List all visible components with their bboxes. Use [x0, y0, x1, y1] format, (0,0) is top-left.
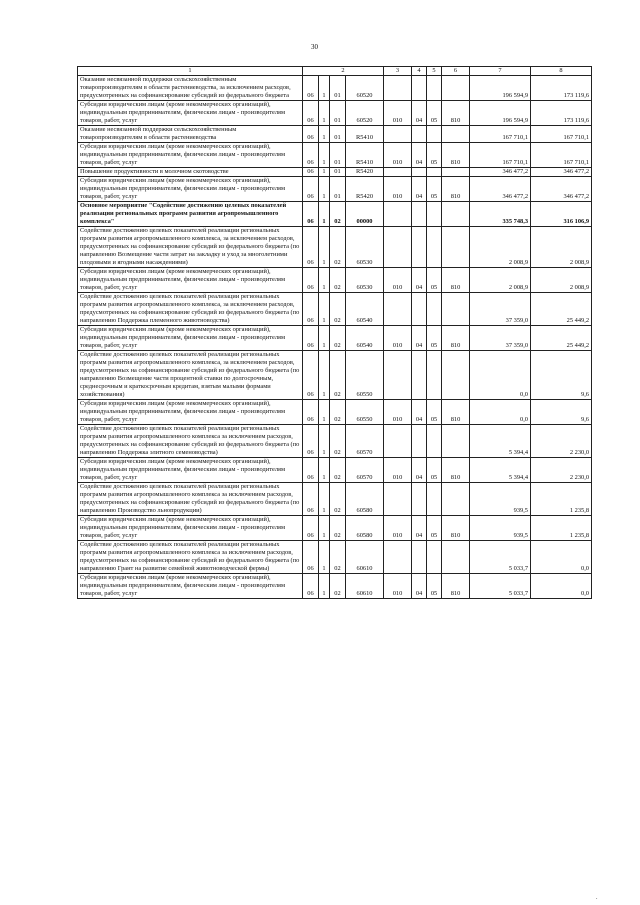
amount-year-2: 2 230,0 [531, 458, 592, 483]
amount-year-1: 0,0 [470, 351, 531, 400]
table-row [78, 541, 592, 574]
code-subsection [427, 541, 442, 574]
table-row [78, 76, 592, 101]
code-section: 04 [412, 101, 427, 126]
code-subsection [427, 76, 442, 101]
code-expense-type [442, 293, 470, 326]
code-section [412, 293, 427, 326]
code-program: 06 [303, 76, 319, 101]
code-direction: 60520 [346, 101, 384, 126]
code-section [412, 202, 427, 227]
amount-year-2: 2 230,0 [531, 425, 592, 458]
amount-year-1: 346 477,2 [470, 168, 531, 177]
code-event: 02 [330, 268, 346, 293]
amount-year-1: 37 359,0 [470, 326, 531, 351]
code-event: 01 [330, 76, 346, 101]
code-section [412, 483, 427, 516]
code-expense-type: 810 [442, 143, 470, 168]
row-description: Содействие достижению целевых показателей реализации региональных программ развития агропромышленного комплекса, за исключением расходов, предусмотренных на софинансирование субсидий из федерального бюджета (по направлению Возмещение части процентной ставки по долгосрочным, среднесрочным и краткосрочным кредитам, взятым малыми формами хозяйствования) [78, 351, 303, 400]
code-subprogram: 1 [319, 574, 330, 599]
code-subprogram: 1 [319, 483, 330, 516]
code-program: 06 [303, 425, 319, 458]
row-description: Субсидии юридическим лицам (кроме некоммерческих организаций), индивидуальным предпринимателям, физическим лицам - производителям товаров, работ, услуг [78, 143, 303, 168]
amount-year-2: 9,6 [531, 400, 592, 425]
row-description: Субсидии юридическим лицам (кроме некоммерческих организаций), индивидуальным предпринимателям, физическим лицам - производителям товаров, работ, услуг [78, 574, 303, 599]
code-direction: 60550 [346, 351, 384, 400]
code-section: 04 [412, 516, 427, 541]
code-event: 02 [330, 326, 346, 351]
code-department: 010 [384, 516, 412, 541]
amount-year-2: 9,6 [531, 351, 592, 400]
code-subsection [427, 126, 442, 143]
code-subprogram: 1 [319, 516, 330, 541]
code-direction: 60520 [346, 76, 384, 101]
code-department: 010 [384, 458, 412, 483]
amount-year-2: 346 477,2 [531, 177, 592, 202]
code-direction: 60580 [346, 516, 384, 541]
row-description: Субсидии юридическим лицам (кроме некоммерческих организаций), индивидуальным предпринимателям, физическим лицам - производителям товаров, работ, услуг [78, 177, 303, 202]
code-department [384, 202, 412, 227]
code-program: 06 [303, 483, 319, 516]
code-program: 06 [303, 541, 319, 574]
code-section [412, 227, 427, 268]
code-direction: 60610 [346, 574, 384, 599]
amount-year-1: 2 008,9 [470, 227, 531, 268]
code-program: 06 [303, 326, 319, 351]
amount-year-2: 0,0 [531, 574, 592, 599]
amount-year-2: 2 008,9 [531, 227, 592, 268]
code-department [384, 351, 412, 400]
code-subprogram: 1 [319, 101, 330, 126]
code-event: 02 [330, 458, 346, 483]
code-subsection [427, 425, 442, 458]
header-col-6: 6 [442, 67, 470, 76]
table-row [78, 101, 592, 126]
header-col-5: 5 [427, 67, 442, 76]
code-subprogram: 1 [319, 76, 330, 101]
budget-table [77, 66, 592, 599]
code-department [384, 541, 412, 574]
table-row [78, 293, 592, 326]
code-event: 02 [330, 202, 346, 227]
code-expense-type [442, 126, 470, 143]
code-direction: 60580 [346, 483, 384, 516]
table-row [78, 574, 592, 599]
code-direction: 00000 [346, 202, 384, 227]
row-description: Субсидии юридическим лицам (кроме некоммерческих организаций), индивидуальным предпринимателям, физическим лицам - производителям товаров, работ, услуг [78, 101, 303, 126]
table-row [78, 202, 592, 227]
amount-year-1: 335 748,3 [470, 202, 531, 227]
code-event: 02 [330, 227, 346, 268]
code-subprogram: 1 [319, 400, 330, 425]
table-row [78, 126, 592, 143]
amount-year-1: 2 008,9 [470, 268, 531, 293]
amount-year-1: 167 710,1 [470, 126, 531, 143]
amount-year-2: 173 119,6 [531, 101, 592, 126]
code-subsection [427, 168, 442, 177]
code-subsection [427, 293, 442, 326]
code-event: 01 [330, 177, 346, 202]
code-expense-type: 810 [442, 574, 470, 599]
row-description: Оказание несвязанной поддержки сельскохозяйственным товаропроизводителям в области растениеводства, за исключением расходов, предусмотренных на софинансирование субсидий из федерального бюджета [78, 76, 303, 101]
code-direction: 60530 [346, 268, 384, 293]
row-description: Содействие достижению целевых показателей реализации региональных программ развития агропромышленного комплекса, за исключением расходов, предусмотренных на софинансирование субсидий из федерального бюджета (по направлению Возмещение части затрат на закладку и уход за многолетними плодовыми и ягодными насаждениями) [78, 227, 303, 268]
code-expense-type: 810 [442, 326, 470, 351]
table-row [78, 177, 592, 202]
code-program: 06 [303, 202, 319, 227]
table-row [78, 168, 592, 177]
header-col-7: 7 [470, 67, 531, 76]
code-department [384, 483, 412, 516]
code-subsection: 05 [427, 458, 442, 483]
budget-table-body [78, 67, 592, 599]
code-program: 06 [303, 268, 319, 293]
code-department [384, 76, 412, 101]
code-department [384, 227, 412, 268]
code-direction: R5420 [346, 168, 384, 177]
code-section [412, 541, 427, 574]
code-direction: R5410 [346, 143, 384, 168]
code-subsection: 05 [427, 400, 442, 425]
table-row [78, 326, 592, 351]
table-header-row [78, 67, 592, 76]
table-row [78, 458, 592, 483]
code-section [412, 126, 427, 143]
row-description: Оказание несвязанной поддержки сельскохозяйственным товаропроизводителям в области растениеводства [78, 126, 303, 143]
code-expense-type [442, 541, 470, 574]
amount-year-1: 939,5 [470, 483, 531, 516]
code-event: 02 [330, 425, 346, 458]
code-event: 01 [330, 143, 346, 168]
code-expense-type: 810 [442, 101, 470, 126]
code-program: 06 [303, 400, 319, 425]
code-expense-type [442, 483, 470, 516]
amount-year-2: 1 235,8 [531, 483, 592, 516]
amount-year-2: 167 710,1 [531, 143, 592, 168]
code-department: 010 [384, 101, 412, 126]
code-subsection [427, 351, 442, 400]
code-section: 04 [412, 326, 427, 351]
code-program: 06 [303, 177, 319, 202]
amount-year-1: 5 394,4 [470, 458, 531, 483]
row-description: Основное мероприятие "Содействие достижению целевых показателей реализации региональных программ развития агропромышленного комплекса" [78, 202, 303, 227]
code-subsection [427, 483, 442, 516]
amount-year-1: 5 033,7 [470, 541, 531, 574]
code-subprogram: 1 [319, 143, 330, 168]
code-subprogram: 1 [319, 326, 330, 351]
header-col-2: 2 [303, 67, 384, 76]
code-event: 01 [330, 168, 346, 177]
row-description: Субсидии юридическим лицам (кроме некоммерческих организаций), индивидуальным предпринимателям, физическим лицам - производителям товаров, работ, услуг [78, 516, 303, 541]
code-subsection [427, 202, 442, 227]
amount-year-2: 2 008,9 [531, 268, 592, 293]
header-col-8: 8 [531, 67, 592, 76]
code-section: 04 [412, 177, 427, 202]
row-description: Содействие достижению целевых показателей реализации региональных программ развития агропромышленного комплекса за исключением расходов, предусмотренных на софинансирование субсидий из федерального бюджета (по направлению Производство льнопродукции) [78, 483, 303, 516]
code-department [384, 425, 412, 458]
code-department: 010 [384, 143, 412, 168]
code-department: 010 [384, 177, 412, 202]
header-col-4: 4 [412, 67, 427, 76]
amount-year-1: 939,5 [470, 516, 531, 541]
amount-year-1: 167 710,1 [470, 143, 531, 168]
code-section: 04 [412, 268, 427, 293]
code-subprogram: 1 [319, 458, 330, 483]
row-description: Субсидии юридическим лицам (кроме некоммерческих организаций), индивидуальным предпринимателям, физическим лицам - производителям товаров, работ, услуг [78, 400, 303, 425]
code-subsection: 05 [427, 101, 442, 126]
code-expense-type: 810 [442, 516, 470, 541]
amount-year-2: 0,0 [531, 541, 592, 574]
row-description: Субсидии юридическим лицам (кроме некоммерческих организаций), индивидуальным предпринимателям, физическим лицам - производителям товаров, работ, услуг [78, 326, 303, 351]
code-section [412, 425, 427, 458]
code-section: 04 [412, 400, 427, 425]
code-subprogram: 1 [319, 177, 330, 202]
code-subprogram: 1 [319, 268, 330, 293]
amount-year-1: 196 594,9 [470, 76, 531, 101]
code-event: 02 [330, 483, 346, 516]
amount-year-2: 346 477,2 [531, 168, 592, 177]
code-subsection: 05 [427, 143, 442, 168]
code-expense-type: 810 [442, 400, 470, 425]
page-number: 30 [311, 43, 318, 51]
code-subprogram: 1 [319, 351, 330, 400]
code-event: 02 [330, 351, 346, 400]
code-expense-type: 810 [442, 458, 470, 483]
row-description: Содействие достижению целевых показателей реализации региональных программ развития агропромышленного комплекса, за исключением расходов, предусмотренных на софинансирование субсидий из федерального бюджета (по направлению Поддержка племенного животноводства) [78, 293, 303, 326]
code-subprogram: 1 [319, 202, 330, 227]
amount-year-2: 173 119,6 [531, 76, 592, 101]
code-section: 04 [412, 143, 427, 168]
code-section [412, 168, 427, 177]
code-program: 06 [303, 458, 319, 483]
code-event: 01 [330, 101, 346, 126]
code-subsection: 05 [427, 326, 442, 351]
code-expense-type: 810 [442, 268, 470, 293]
code-subprogram: 1 [319, 293, 330, 326]
code-subsection: 05 [427, 574, 442, 599]
amount-year-1: 5 394,4 [470, 425, 531, 458]
code-subprogram: 1 [319, 425, 330, 458]
amount-year-1: 0,0 [470, 400, 531, 425]
code-direction: 60530 [346, 227, 384, 268]
code-department: 010 [384, 574, 412, 599]
row-description: Содействие достижению целевых показателей реализации региональных программ развития агропромышленного комплекса за исключением расходов, предусмотренных на софинансирование субсидий из федерального бюджета (по направлению Поддержка элитного семеноводства) [78, 425, 303, 458]
amount-year-1: 346 477,2 [470, 177, 531, 202]
code-event: 02 [330, 541, 346, 574]
code-subsection: 05 [427, 516, 442, 541]
code-direction: R5410 [346, 126, 384, 143]
row-description: Субсидии юридическим лицам (кроме некоммерческих организаций), индивидуальным предпринимателям, физическим лицам - производителям товаров, работ, услуг [78, 458, 303, 483]
code-program: 06 [303, 293, 319, 326]
code-direction: 60570 [346, 458, 384, 483]
code-program: 06 [303, 126, 319, 143]
code-expense-type: 810 [442, 177, 470, 202]
code-expense-type [442, 227, 470, 268]
code-section [412, 76, 427, 101]
code-event: 02 [330, 293, 346, 326]
amount-year-2: 25 449,2 [531, 326, 592, 351]
table-row [78, 483, 592, 516]
table-row [78, 425, 592, 458]
code-direction: 60570 [346, 425, 384, 458]
amount-year-2: 316 106,9 [531, 202, 592, 227]
header-col-3: 3 [384, 67, 412, 76]
row-description: Содействие достижению целевых показателей реализации региональных программ развития агропромышленного комплекса за исключением расходов, предусмотренных на софинансирование субсидий из федерального бюджета (по направлению Грант на развитие семейной животноводческой фермы) [78, 541, 303, 574]
code-direction: 60540 [346, 326, 384, 351]
code-program: 06 [303, 516, 319, 541]
code-program: 06 [303, 574, 319, 599]
amount-year-1: 196 594,9 [470, 101, 531, 126]
code-direction: 60610 [346, 541, 384, 574]
table-row [78, 351, 592, 400]
code-event: 02 [330, 400, 346, 425]
row-description: Повышение продуктивности в молочном скотоводстве [78, 168, 303, 177]
code-department: 010 [384, 400, 412, 425]
amount-year-2: 25 449,2 [531, 293, 592, 326]
code-subprogram: 1 [319, 126, 330, 143]
code-expense-type [442, 168, 470, 177]
amount-year-2: 1 235,8 [531, 516, 592, 541]
code-program: 06 [303, 168, 319, 177]
amount-year-1: 5 033,7 [470, 574, 531, 599]
code-department [384, 293, 412, 326]
code-event: 02 [330, 574, 346, 599]
amount-year-2: 167 710,1 [531, 126, 592, 143]
table-row [78, 400, 592, 425]
code-direction: R5420 [346, 177, 384, 202]
code-expense-type [442, 76, 470, 101]
code-direction: 60540 [346, 293, 384, 326]
code-subsection: 05 [427, 177, 442, 202]
table-row [78, 268, 592, 293]
code-program: 06 [303, 227, 319, 268]
code-department: 010 [384, 326, 412, 351]
code-program: 06 [303, 101, 319, 126]
amount-year-1: 37 359,0 [470, 293, 531, 326]
code-subsection [427, 227, 442, 268]
code-section: 04 [412, 574, 427, 599]
code-subprogram: 1 [319, 168, 330, 177]
code-event: 02 [330, 516, 346, 541]
code-department [384, 168, 412, 177]
code-section [412, 351, 427, 400]
code-subprogram: 1 [319, 541, 330, 574]
code-subprogram: 1 [319, 227, 330, 268]
page-edge-mark: . [596, 895, 598, 901]
row-description: Субсидии юридическим лицам (кроме некоммерческих организаций), индивидуальным предпринимателям, физическим лицам - производителям товаров, работ, услуг [78, 268, 303, 293]
code-program: 06 [303, 351, 319, 400]
code-department: 010 [384, 268, 412, 293]
code-expense-type [442, 351, 470, 400]
header-col-1: 1 [78, 67, 303, 76]
code-program: 06 [303, 143, 319, 168]
code-event: 01 [330, 126, 346, 143]
code-subsection: 05 [427, 268, 442, 293]
code-department [384, 126, 412, 143]
code-section: 04 [412, 458, 427, 483]
code-direction: 60550 [346, 400, 384, 425]
table-row [78, 227, 592, 268]
table-row [78, 143, 592, 168]
code-expense-type [442, 202, 470, 227]
code-expense-type [442, 425, 470, 458]
table-row [78, 516, 592, 541]
